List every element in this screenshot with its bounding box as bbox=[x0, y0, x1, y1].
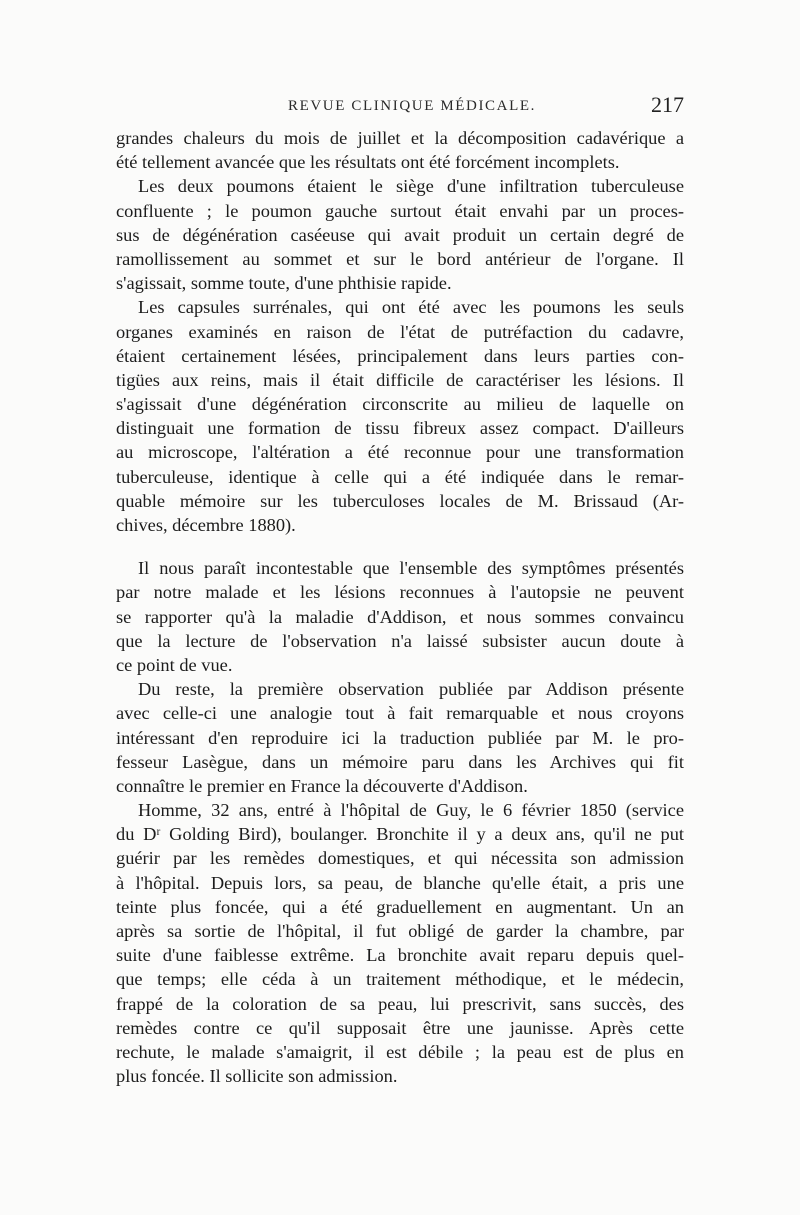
page-number: 217 bbox=[651, 92, 684, 117]
text-line: tuberculeuse, identique à celle qui a été indiquée dans le remar- bbox=[116, 466, 684, 487]
text-line: tigües aux reins, mais il était difficile de caractériser les lésions. Il bbox=[116, 369, 684, 390]
text-line: guérir par les remèdes domestiques, et qui nécessita son admission bbox=[116, 848, 684, 869]
text-line: par notre malade et les lésions reconnues à l'autopsie ne peuvent bbox=[116, 582, 684, 603]
text-line: au microscope, l'altération a été reconnue pour une transformation bbox=[116, 442, 684, 463]
text-line: Il nous paraît incontestable que l'ensemble des symptômes présentés bbox=[138, 558, 684, 579]
text-line: connaître le premier en France la découverte d'Addison. bbox=[116, 775, 528, 796]
running-title: REVUE CLINIQUE MÉDICALE. bbox=[288, 98, 536, 114]
text-line: grandes chaleurs du mois de juillet et la décomposition cadavérique a bbox=[116, 128, 684, 148]
text-line: été tellement avancée que les résultats ont été forcément incomplets. bbox=[116, 152, 620, 173]
text-line: teinte plus foncée, qui a été graduellement en augmentant. Un an bbox=[116, 896, 684, 917]
text-line: du Dʳ Golding Bird), boulanger. Bronchite il y a deux ans, qu'il ne put bbox=[116, 824, 684, 845]
text-line: confluente ; le poumon gauche surtout était envahi par un proces- bbox=[116, 200, 684, 221]
text-line: frappé de la coloration de sa peau, lui prescrivit, sans succès, des bbox=[116, 993, 684, 1014]
text-line: remèdes contre ce qu'il supposait être une jaunisse. Après cette bbox=[116, 1017, 684, 1038]
text-line: Homme, 32 ans, entré à l'hôpital de Guy, le 6 février 1850 (service bbox=[138, 800, 684, 821]
text-line: intéressant d'en reproduire ici la traduction publiée par M. le pro- bbox=[116, 727, 684, 748]
text-line: quable mémoire sur les tuberculoses locales de M. Brissaud (Ar- bbox=[116, 490, 684, 511]
text-line: sus de dégénération caséeuse qui avait produit un certain degré de bbox=[116, 224, 684, 245]
text-line: ramollissement au sommet et sur le bord antérieur de l'organe. Il bbox=[116, 248, 684, 269]
text-line: chives, décembre 1880). bbox=[116, 515, 296, 535]
text-line: se rapporter qu'à la maladie d'Addison, et nous sommes convaincu bbox=[116, 606, 684, 627]
text-line: plus foncée. Il sollicite son admission. bbox=[116, 1066, 398, 1087]
text-line: que la lecture de l'observation n'a laissé subsister aucun doute à bbox=[116, 630, 684, 651]
text-line: s'agissait, somme toute, d'une phthisie rapide. bbox=[116, 273, 452, 294]
text-line: Les deux poumons étaient le siège d'une infiltration tuberculeuse bbox=[138, 176, 684, 197]
text-line: à l'hôpital. Depuis lors, sa peau, de blanche qu'elle était, a pris une bbox=[116, 872, 684, 893]
text-line: suite d'une faiblesse extrême. La bronchite avait reparu depuis quel- bbox=[116, 945, 684, 966]
body-text bbox=[116, 126, 684, 1088]
text-line: avec celle-ci une analogie tout à fait remarquable et nous croyons bbox=[116, 703, 684, 724]
running-head bbox=[118, 92, 684, 122]
text-line: après sa sortie de l'hôpital, il fut obligé de garder la chambre, par bbox=[116, 921, 684, 941]
text-line: étaient certainement lésées, principalement dans leurs parties con- bbox=[116, 345, 684, 366]
text-line: Du reste, la première observation publiée par Addison présente bbox=[138, 679, 684, 700]
text-line: rechute, le malade s'amaigrit, il est débile ; la peau est de plus en bbox=[116, 1041, 684, 1062]
text-line: Les capsules surrénales, qui ont été avec les poumons les seuls bbox=[138, 297, 684, 318]
text-line: organes examinés en raison de l'état de putréfaction du cadavre, bbox=[116, 321, 684, 342]
text-line: s'agissait d'une dégénération circonscrite au milieu de laquelle on bbox=[116, 394, 684, 415]
text-line: ce point de vue. bbox=[116, 654, 233, 675]
text-line: distinguait une formation de tissu fibreux assez compact. D'ailleurs bbox=[116, 418, 684, 439]
text-line: fesseur Lasègue, dans un mémoire paru dans les Archives qui fit bbox=[116, 751, 684, 772]
paragraph-gap bbox=[116, 537, 684, 556]
text-line: que temps; elle céda à un traitement méthodique, et le médecin, bbox=[116, 969, 684, 990]
